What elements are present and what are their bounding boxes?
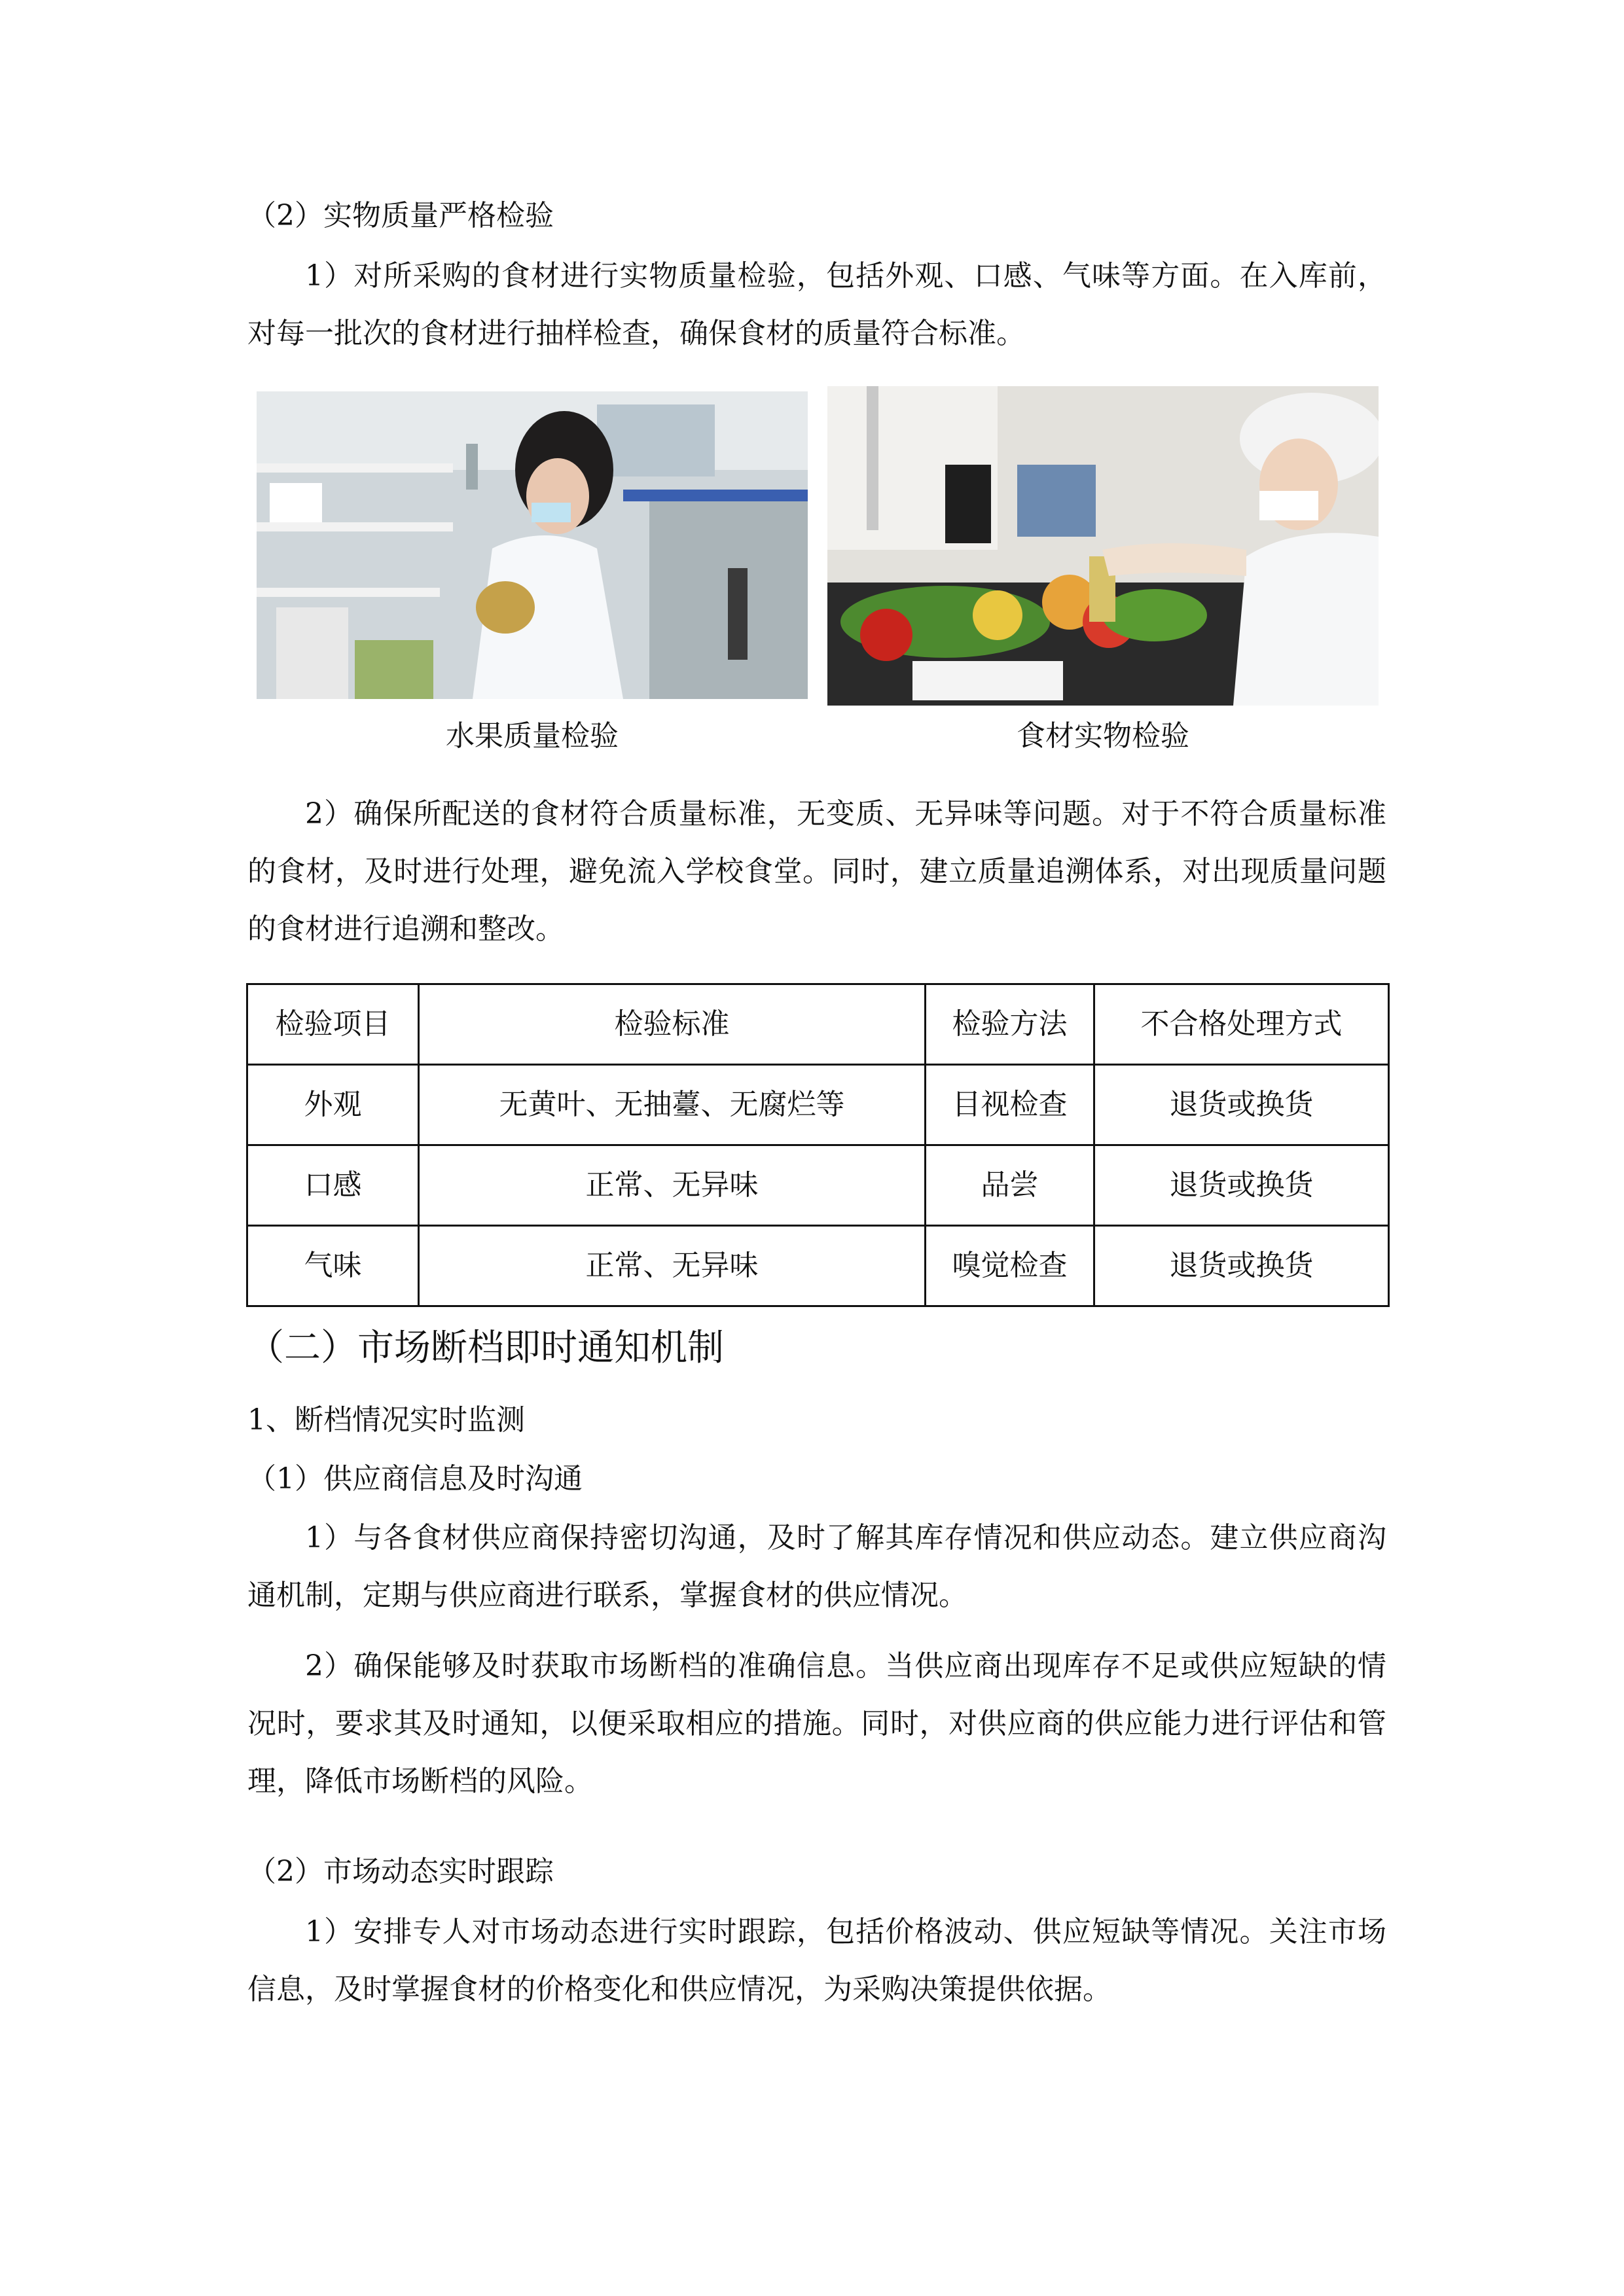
table-cell: 退货或换货 [1094, 1145, 1389, 1226]
inspection-standards-table [246, 983, 1390, 1307]
food-physical-inspection-photo [827, 386, 1379, 706]
table-cell: 品尝 [926, 1145, 1094, 1226]
table-header-row [247, 984, 1389, 1065]
table-cell: 嗅觉检查 [926, 1226, 1094, 1306]
sub-heading-quality-inspection: （2）实物质量严格检验 [247, 199, 554, 232]
table-row [247, 1226, 1389, 1306]
paragraph-supplier-1: 1）与各食材供应商保持密切沟通，及时了解其库存情况和供应动态。建立供应商沟通机制，定期与供应商进行联系，掌握食材的供应情况。 [247, 1521, 1386, 1612]
paragraph-inspection-2: 2）确保所配送的食材符合质量标准，无变质、无异味等问题。对于不符合质量标准的食材，及时进行处理，避免流入学校食堂。同时，建立质量追溯体系，对出现质量问题的食材进行追溯和整改。 [247, 797, 1386, 946]
table-row [247, 1145, 1389, 1226]
table-cell: 正常、无异味 [419, 1226, 926, 1306]
table-cell: 口感 [247, 1145, 419, 1226]
table-header-standard: 检验标准 [419, 984, 926, 1065]
table-header-item: 检验项目 [247, 984, 419, 1065]
fruit-inspection-illustration [257, 391, 808, 699]
sub-heading-shortage-monitoring: 1、断档情况实时监测 [247, 1403, 525, 1437]
table-cell: 外观 [247, 1065, 419, 1145]
section-heading-market-shortage: （二）市场断档即时通知机制 [247, 1327, 724, 1369]
table-cell: 无黄叶、无抽薹、无腐烂等 [419, 1065, 926, 1145]
table-cell: 气味 [247, 1226, 419, 1306]
table-cell: 目视检查 [926, 1065, 1094, 1145]
table-cell: 退货或换货 [1094, 1226, 1389, 1306]
sub-heading-supplier-communication: （1）供应商信息及时沟通 [247, 1462, 583, 1496]
table-cell: 退货或换货 [1094, 1065, 1389, 1145]
paragraph-supplier-2: 2）确保能够及时获取市场断档的准确信息。当供应商出现库存不足或供应短缺的情况时，要求其及时通知，以便采取相应的措施。同时，对供应商的供应能力进行评估和管理，降低市场断档的风险。 [247, 1649, 1386, 1798]
table-header-handling: 不合格处理方式 [1094, 984, 1389, 1065]
figure-caption-food-inspection: 食材实物检验 [1017, 719, 1189, 753]
paragraph-inspection-1: 1）对所采购的食材进行实物质量检验，包括外观、口感、气味等方面。在入库前，对每一批次的食材进行抽样检查，确保食材的质量符合标准。 [247, 259, 1386, 350]
table-row [247, 1065, 1389, 1145]
sub-heading-market-tracking: （2）市场动态实时跟踪 [247, 1855, 554, 1888]
food-physical-inspection-illustration [827, 386, 1379, 706]
paragraph-market-tracking: 1）安排专人对市场动态进行实时跟踪，包括价格波动、供应短缺等情况。关注市场信息，及时掌握食材的价格变化和供应情况，为采购决策提供依据。 [247, 1915, 1386, 2006]
figure-caption-fruit-inspection: 水果质量检验 [446, 719, 619, 753]
fruit-inspection-photo [257, 391, 808, 699]
table-header-method: 检验方法 [926, 984, 1094, 1065]
table-cell: 正常、无异味 [419, 1145, 926, 1226]
